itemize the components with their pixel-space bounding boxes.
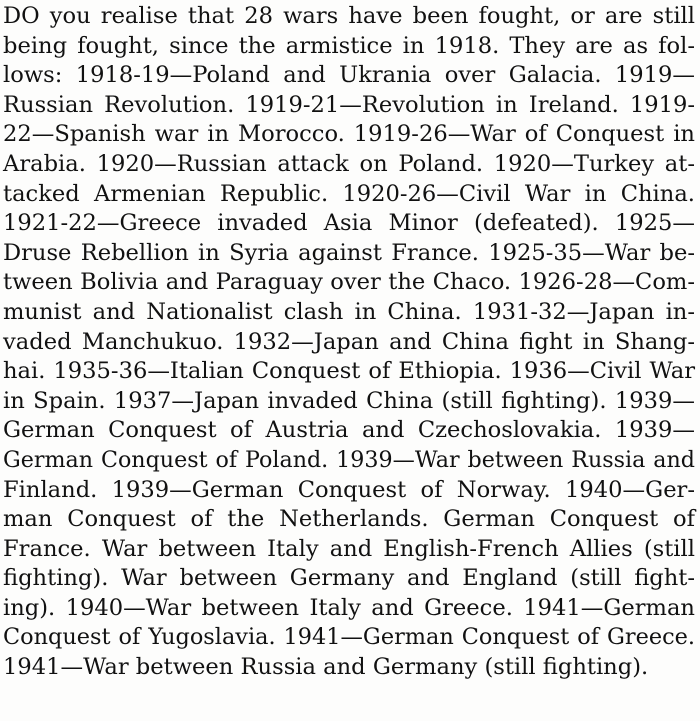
text-line: hai. 1935-36—Italian Conquest of Ethiopia. 1936—Civil War bbox=[3, 358, 695, 385]
text-line: Finland. 1939—German Conquest of Norway. 1940—Ger- bbox=[3, 476, 695, 503]
text-line: German Conquest of Poland. 1939—War between Russia and bbox=[3, 446, 695, 473]
text-line: tween Bolivia and Paraguay over the Chaco. 1926-28—Com- bbox=[3, 269, 695, 296]
article-paragraph bbox=[3, 2, 695, 683]
text-line: vaded Manchukuo. 1932—Japan and China fight in Shang- bbox=[3, 328, 695, 355]
text-line: 22—Spanish war in Morocco. 1919-26—War of Conquest in bbox=[3, 121, 695, 148]
text-line: DO you realise that 28 wars have been fought, or are still bbox=[3, 3, 695, 29]
text-line: ing). 1940—War between Italy and Greece. 1941—German bbox=[3, 594, 695, 621]
text-line: being fought, since the armistice in 1918. They are as fol- bbox=[3, 32, 695, 59]
text-line: 1921-22—Greece invaded Asia Minor (defeated). 1925— bbox=[3, 210, 695, 237]
text-line: in Spain. 1937—Japan invaded China (still fighting). 1939— bbox=[3, 387, 695, 414]
text-line: German Conquest of Austria and Czechoslovakia. 1939— bbox=[3, 417, 695, 444]
text-line: Russian Revolution. 1919-21—Revolution in Ireland. 1919- bbox=[3, 91, 695, 118]
text-line: tacked Armenian Republic. 1920-26—Civil War in China. bbox=[3, 180, 695, 207]
text-line: Druse Rebellion in Syria against France. 1925-35—War be- bbox=[3, 239, 695, 266]
text-line: Arabia. 1920—Russian attack on Poland. 1920—Turkey at- bbox=[3, 150, 695, 177]
text-line: fighting). War between Germany and England (still fight- bbox=[3, 565, 695, 592]
text-line: France. War between Italy and English-French Allies (still bbox=[3, 535, 695, 562]
text-line: lows: 1918-19—Poland and Ukrania over Galacia. 1919— bbox=[3, 62, 695, 89]
text-line: munist and Nationalist clash in China. 1931-32—Japan in- bbox=[3, 298, 695, 325]
text-line: Conquest of Yugoslavia. 1941—German Conquest of Greece. bbox=[3, 624, 695, 651]
text-line: 1941—War between Russia and Germany (still fighting). bbox=[3, 654, 649, 681]
text-line: man Conquest of the Netherlands. German Conquest of bbox=[3, 506, 695, 533]
